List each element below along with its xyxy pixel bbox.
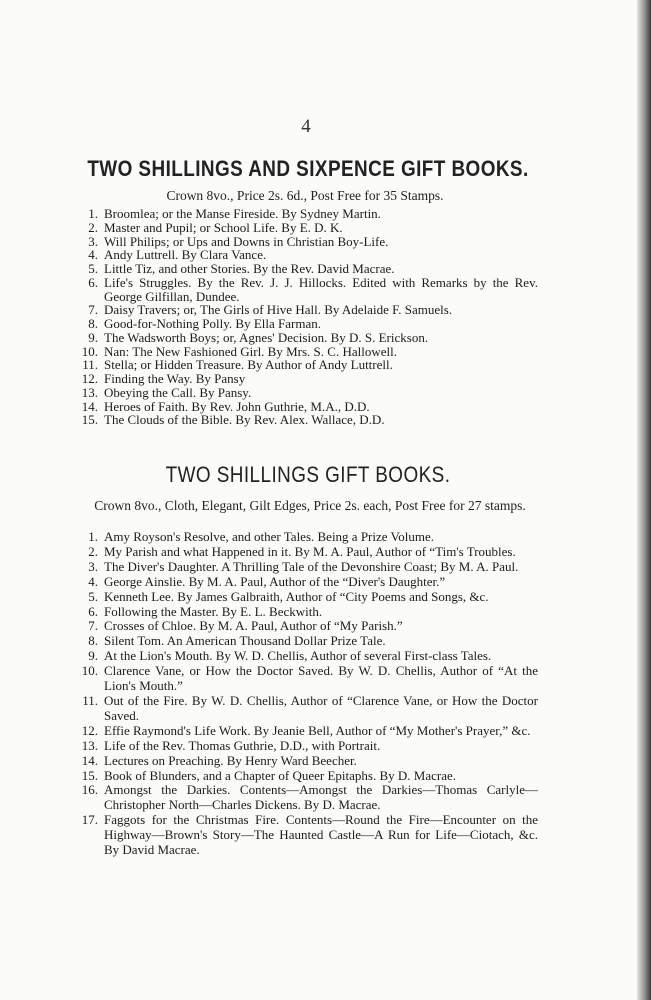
list-item — [78, 530, 538, 545]
list-item — [78, 235, 538, 249]
item-text: Broomlea; or the Manse Fireside. By Sydney Martin. — [104, 206, 381, 221]
list-item — [78, 813, 538, 858]
item-number: 2. — [88, 219, 98, 235]
item-text: Life's Struggles. By the Rev. J. J. Hillocks. Edited with Remarks by the Rev. George Gilfillan, Dundee. — [104, 274, 538, 304]
item-number: 17. — [81, 812, 98, 828]
book-list-two-shillings — [78, 530, 538, 858]
list-item — [78, 207, 538, 221]
item-text: The Wadsworth Boys; or, Agnes' Decision. By D. S. Erickson. — [104, 329, 429, 345]
item-number: 13. — [81, 737, 98, 753]
list-item — [78, 664, 538, 694]
item-number: 11. — [82, 357, 98, 373]
item-text: Kenneth Lee. By James Galbraith, Author of “City Poems and Songs, &c. — [104, 588, 489, 604]
item-text: Finding the Way. By Pansy — [104, 371, 246, 386]
item-text: Daisy Travers; or, The Girls of Hive Hall. By Adelaide F. Samuels. — [104, 302, 453, 318]
section-title-two-shillings: TWO SHILLINGS GIFT BOOKS. — [165, 462, 451, 487]
list-item — [78, 694, 538, 724]
item-number: 15. — [81, 767, 98, 783]
item-text: Good-for-Nothing Polly. By Ella Farman. — [104, 316, 321, 331]
item-number: 6. — [88, 274, 98, 290]
item-number: 5. — [88, 588, 98, 604]
section-title-two-shillings-sixpence: TWO SHILLINGS AND SIXPENCE GIFT BOOKS. — [87, 156, 529, 181]
item-text: Amongst the Darkies. Contents—Amongst the Darkies—Thomas Carlyle—Christopher North—Charles Dickens. By D. Macrae. — [104, 782, 538, 813]
item-number: 10. — [81, 343, 98, 359]
item-number: 12. — [81, 722, 98, 738]
list-item — [78, 649, 538, 664]
list-item — [78, 248, 538, 262]
list-item — [78, 634, 538, 649]
item-text: Lectures on Preaching. By Henry Ward Beecher. — [104, 752, 357, 768]
item-text: At the Lion's Mouth. By W. D. Chellis, Author of several First-class Tales. — [104, 648, 492, 664]
item-text: Little Tiz, and other Stories. By the Rev. David Macrae. — [104, 261, 395, 276]
item-number: 7. — [88, 618, 98, 634]
item-number: 12. — [81, 371, 98, 386]
list-item — [78, 724, 538, 739]
list-item — [78, 372, 538, 386]
item-number: 4. — [88, 247, 98, 263]
page-edge-shadow — [637, 0, 651, 1000]
page-number: 4 — [301, 116, 311, 137]
item-text: The Clouds of the Bible. By Rev. Alex. Wallace, D.D. — [104, 412, 385, 428]
item-text: Heroes of Faith. By Rev. John Guthrie, M.A., D.D. — [104, 398, 370, 414]
item-text: George Ainslie. By M. A. Paul, Author of the “Diver's Daughter.” — [104, 573, 446, 589]
item-text: Book of Blunders, and a Chapter of Queer Epitaphs. By D. Macrae. — [104, 767, 456, 783]
item-text: Amy Royson's Resolve, and other Tales. Being a Prize Volume. — [104, 529, 435, 544]
item-text: Stella; or Hidden Treasure. By Author of Andy Luttrell. — [104, 357, 393, 373]
list-item — [78, 303, 538, 317]
item-number: 8. — [88, 316, 98, 331]
list-item — [78, 413, 538, 427]
item-number: 6. — [88, 603, 98, 619]
section-subtitle-two-shillings: Crown 8vo., Cloth, Elegant, Gilt Edges, Price 2s. each, Post Free for 27 stamps. — [94, 498, 526, 513]
list-item — [78, 276, 538, 304]
list-item — [78, 560, 538, 575]
item-number: 14. — [81, 398, 98, 414]
list-item — [78, 358, 538, 372]
list-item — [78, 619, 538, 634]
list-item — [78, 575, 538, 590]
item-text: Silent Tom. An American Thousand Dollar Prize Tale. — [104, 633, 386, 649]
item-text: Nan: The New Fashioned Girl. By Mrs. S. C. Hallowell. — [104, 343, 397, 359]
item-text: Obeying the Call. By Pansy. — [104, 384, 252, 400]
list-item — [78, 590, 538, 605]
item-text: Out of the Fire. By W. D. Chellis, Author of “Clarence Vane, or How the Doctor Saved. — [104, 692, 538, 723]
list-item — [78, 769, 538, 784]
list-item — [78, 739, 538, 754]
list-item — [78, 262, 538, 276]
item-number: 9. — [88, 648, 98, 664]
section-subtitle-two-shillings-sixpence: Crown 8vo., Price 2s. 6d., Post Free for 35 Stamps. — [166, 188, 444, 203]
list-item — [78, 783, 538, 813]
list-item — [78, 221, 538, 235]
list-item — [78, 605, 538, 620]
item-number: 3. — [88, 233, 98, 249]
item-text: Andy Luttrell. By Clara Vance. — [104, 247, 267, 263]
list-item — [78, 400, 538, 414]
item-text: The Diver's Daughter. A Thrilling Tale of the Devonshire Coast; By M. A. Paul. — [104, 558, 519, 574]
item-number: 8. — [88, 633, 98, 649]
list-item — [78, 754, 538, 769]
item-number: 10. — [81, 663, 98, 679]
item-text: Effie Raymond's Life Work. By Jeanie Bell, Author of “My Mother's Prayer,” &c. — [104, 722, 531, 738]
item-number: 14. — [81, 752, 98, 768]
item-text: Clarence Vane, or How the Doctor Saved. By W. D. Chellis, Author of “At the Lion's Mouth.” — [104, 663, 538, 694]
item-number: 16. — [81, 782, 98, 798]
item-number: 11. — [82, 692, 98, 708]
item-number: 13. — [81, 384, 98, 400]
item-number: 3. — [88, 558, 98, 574]
item-text: Life of the Rev. Thomas Guthrie, D.D., with Portrait. — [104, 737, 381, 753]
list-item — [78, 386, 538, 400]
list-item — [78, 331, 538, 345]
list-item — [78, 545, 538, 560]
item-number: 5. — [88, 261, 98, 276]
item-number: 15. — [81, 412, 98, 428]
item-text: Faggots for the Christmas Fire. Contents—Round the Fire—Encounter on the Highway—Brown's Story—The Haunted Castle—A Run for Life—Ciotach, &c. By David Macrae. — [104, 812, 538, 858]
item-number: 9. — [88, 329, 98, 345]
item-number: 1. — [88, 529, 98, 544]
list-item — [78, 317, 538, 331]
item-text: Master and Pupil; or School Life. By E. D. K. — [104, 219, 343, 235]
item-text: Will Philips; or Ups and Downs in Christian Boy-Life. — [104, 233, 389, 249]
list-item — [78, 345, 538, 359]
item-text: Crosses of Chloe. By M. A. Paul, Author of “My Parish.” — [104, 618, 403, 634]
item-text: My Parish and what Happened in it. By M. A. Paul, Author of “Tim's Troubles. — [104, 543, 516, 559]
item-number: 1. — [88, 206, 98, 221]
book-list-two-shillings-sixpence — [78, 207, 538, 427]
item-number: 2. — [88, 543, 98, 559]
item-number: 7. — [88, 302, 98, 318]
item-text: Following the Master. By E. L. Beckwith. — [104, 603, 323, 619]
item-number: 4. — [88, 573, 98, 589]
